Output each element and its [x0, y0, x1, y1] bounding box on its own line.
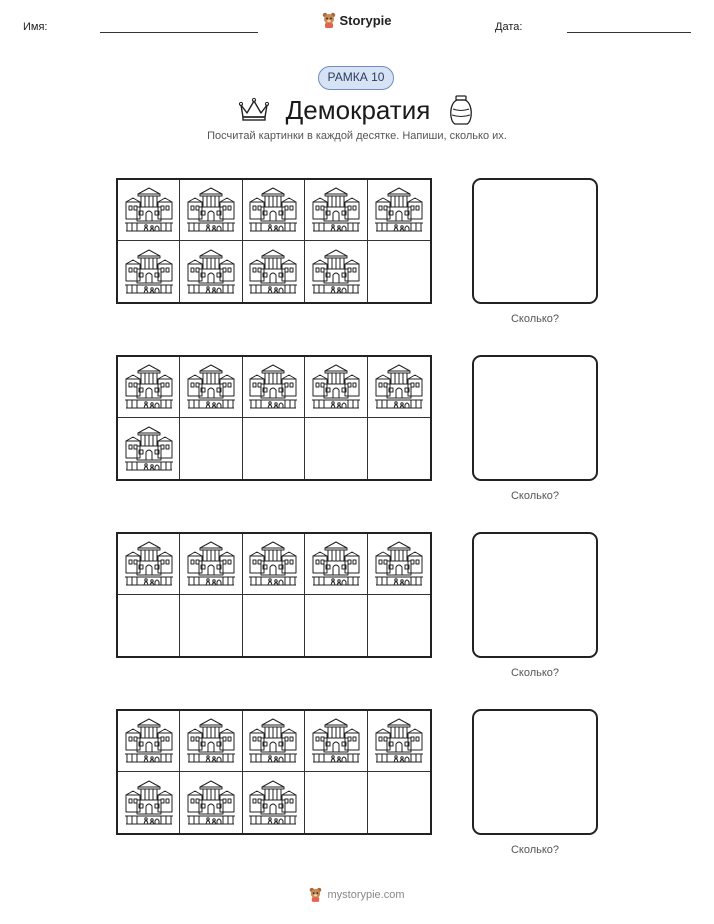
- greek-agora-building-icon: [186, 185, 236, 235]
- greek-agora-building-icon: [248, 247, 298, 297]
- frame-cell: [243, 418, 305, 479]
- frame-cell: [180, 711, 242, 772]
- greek-agora-building-icon: [248, 716, 298, 766]
- frame-cell: [368, 534, 430, 595]
- greek-agora-building-icon: [311, 716, 361, 766]
- frame-cell: [180, 357, 242, 418]
- greek-agora-building-icon: [248, 539, 298, 589]
- greek-agora-building-icon: [124, 716, 174, 766]
- greek-agora-building-icon: [374, 185, 424, 235]
- frame-cell: [243, 357, 305, 418]
- frame-cell: [368, 180, 430, 241]
- frame-cell: [118, 418, 180, 479]
- answer-box-1[interactable]: [472, 178, 598, 304]
- frame-cell: [180, 595, 242, 656]
- answer-box-3[interactable]: [472, 532, 598, 658]
- frame-cell: [305, 711, 367, 772]
- frame-cell: [118, 534, 180, 595]
- greek-agora-building-icon: [374, 539, 424, 589]
- frame-cell: [118, 711, 180, 772]
- frame-cell: [243, 241, 305, 302]
- greek-agora-building-icon: [248, 185, 298, 235]
- ten-frame-3: [116, 532, 432, 658]
- frame-cell: [180, 241, 242, 302]
- frame-cell: [243, 180, 305, 241]
- ten-frame-1: [116, 178, 432, 304]
- instructions: Посчитай картинки в каждой десятке. Напиши, сколько их.: [207, 130, 507, 142]
- name-label: Имя:: [23, 21, 48, 33]
- greek-agora-building-icon: [124, 424, 174, 474]
- greek-agora-building-icon: [248, 778, 298, 828]
- question-label-3: Сколько?: [510, 667, 560, 679]
- crown-icon: [238, 97, 270, 123]
- greek-agora-building-icon: [124, 362, 174, 412]
- frame-cell: [368, 418, 430, 479]
- amphora-icon: [446, 94, 476, 126]
- frame-cell: [305, 595, 367, 656]
- greek-agora-building-icon: [374, 716, 424, 766]
- greek-agora-building-icon: [311, 247, 361, 297]
- frame-cell: [180, 772, 242, 833]
- bear-icon: [309, 887, 322, 902]
- frame-cell: [180, 180, 242, 241]
- greek-agora-building-icon: [311, 539, 361, 589]
- ten-frame-4: [116, 709, 432, 835]
- greek-agora-building-icon: [374, 362, 424, 412]
- greek-agora-building-icon: [186, 247, 236, 297]
- frame-cell: [243, 595, 305, 656]
- brand-logo: [0, 12, 714, 28]
- greek-agora-building-icon: [311, 362, 361, 412]
- page-title: Демократия: [285, 94, 431, 125]
- date-label: Дата:: [495, 21, 523, 33]
- ten-frame-2: [116, 355, 432, 481]
- greek-agora-building-icon: [124, 247, 174, 297]
- frame-cell: [305, 772, 367, 833]
- greek-agora-building-icon: [124, 778, 174, 828]
- greek-agora-building-icon: [186, 539, 236, 589]
- question-label-4: Сколько?: [510, 844, 560, 856]
- greek-agora-building-icon: [124, 185, 174, 235]
- frame-cell: [180, 418, 242, 479]
- frame-cell: [368, 241, 430, 302]
- frame-cell: [118, 772, 180, 833]
- question-label-2: Сколько?: [510, 490, 560, 502]
- frame-cell: [368, 772, 430, 833]
- footer-url: mystorypie.com: [327, 888, 405, 901]
- greek-agora-building-icon: [311, 185, 361, 235]
- frame-cell: [118, 241, 180, 302]
- frame-cell: [243, 711, 305, 772]
- frame-cell: [368, 711, 430, 772]
- brand-name: Storypie: [339, 12, 392, 28]
- name-line[interactable]: [100, 32, 258, 33]
- frame-cell: [243, 772, 305, 833]
- frame-cell: [180, 534, 242, 595]
- frame-cell: [118, 357, 180, 418]
- frame-cell: [305, 418, 367, 479]
- question-label-1: Сколько?: [510, 313, 560, 325]
- title-row: [0, 92, 714, 128]
- frame-cell: [243, 534, 305, 595]
- frame-cell: [118, 595, 180, 656]
- greek-agora-building-icon: [186, 716, 236, 766]
- greek-agora-building-icon: [124, 539, 174, 589]
- bear-icon: [322, 12, 336, 28]
- answer-box-2[interactable]: [472, 355, 598, 481]
- frame-cell: [305, 180, 367, 241]
- frame-cell: [305, 241, 367, 302]
- frame-cell: [305, 534, 367, 595]
- answer-box-4[interactable]: [472, 709, 598, 835]
- greek-agora-building-icon: [186, 778, 236, 828]
- frame-cell: [118, 180, 180, 241]
- frame-cell: [368, 357, 430, 418]
- frame-cell: [368, 595, 430, 656]
- frame-badge: РАМКА 10: [318, 66, 394, 90]
- footer: [0, 887, 714, 902]
- date-line[interactable]: [567, 32, 691, 33]
- frame-cell: [305, 357, 367, 418]
- greek-agora-building-icon: [248, 362, 298, 412]
- greek-agora-building-icon: [186, 362, 236, 412]
